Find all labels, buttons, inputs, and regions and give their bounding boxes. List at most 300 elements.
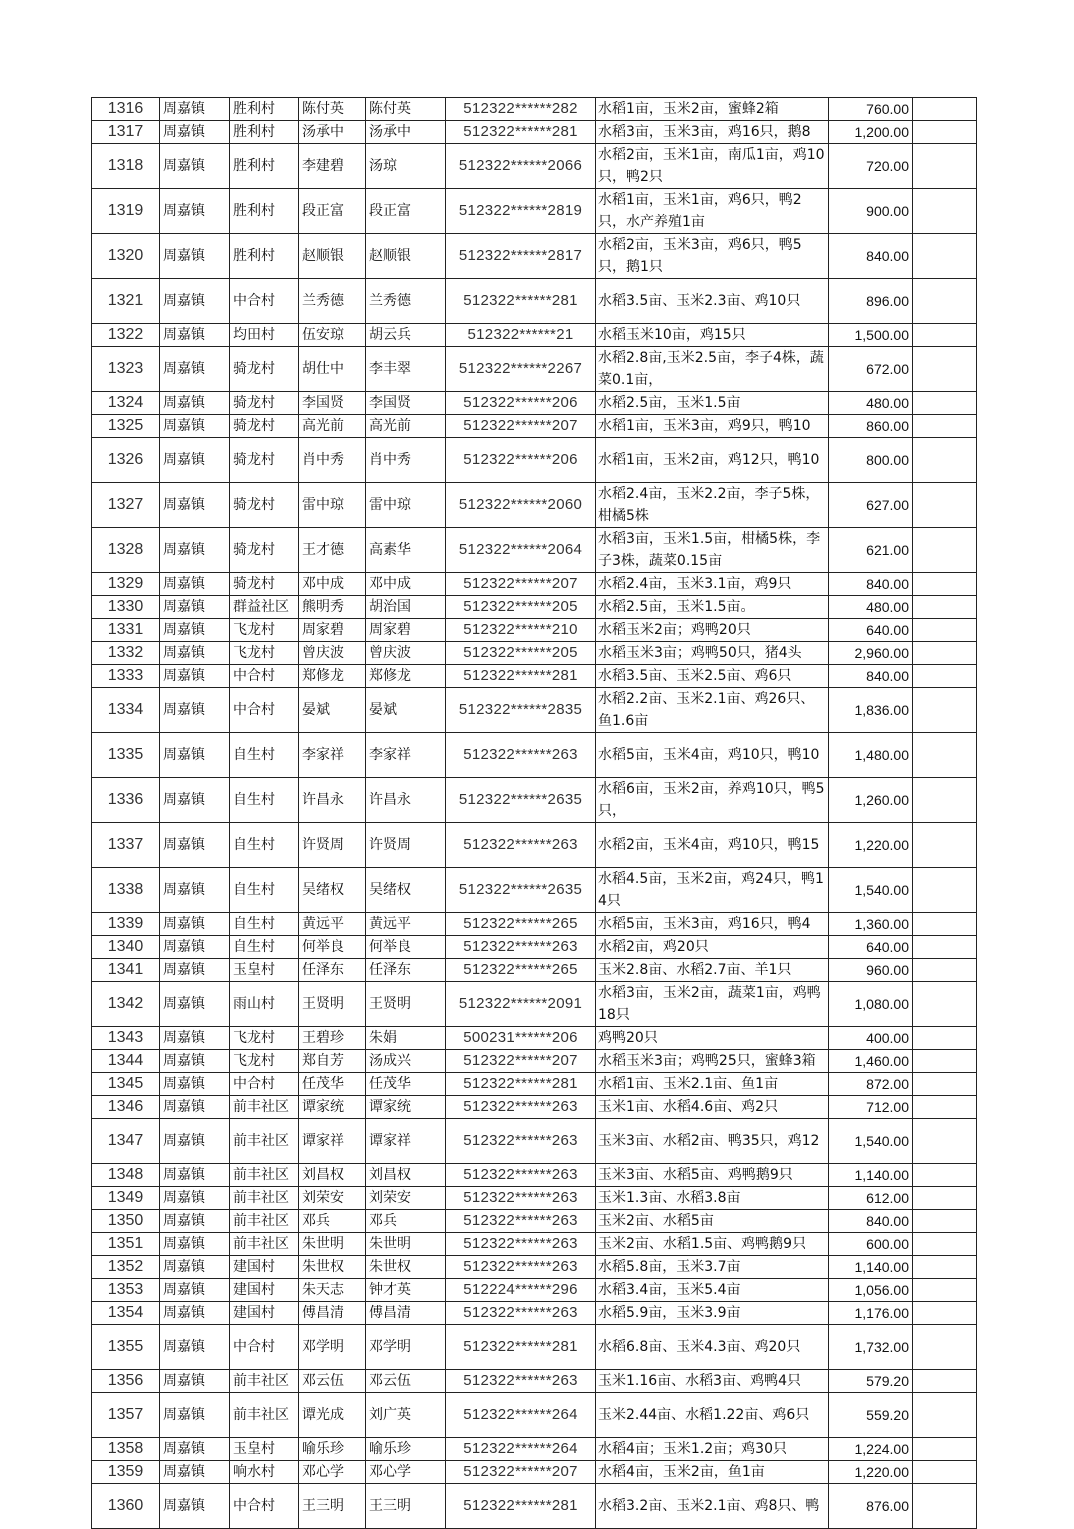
payee-name-cell: 周家碧 bbox=[366, 619, 446, 642]
amount-cell: 672.00 bbox=[829, 347, 913, 392]
id-number-cell: 512322******263 bbox=[446, 1256, 596, 1279]
note-cell bbox=[913, 1050, 977, 1073]
village-cell: 均田村 bbox=[230, 324, 299, 347]
household-name-cell: 刘荣安 bbox=[299, 1187, 366, 1210]
note-cell bbox=[913, 982, 977, 1027]
row-number: 1353 bbox=[92, 1279, 160, 1302]
town-cell: 周嘉镇 bbox=[160, 1210, 230, 1233]
payee-name-cell: 胡治国 bbox=[366, 596, 446, 619]
production-description-cell: 玉米2.44亩、水稻1.22亩、鸡6只 bbox=[596, 1393, 829, 1438]
amount-cell: 896.00 bbox=[829, 279, 913, 324]
amount-cell: 480.00 bbox=[829, 392, 913, 415]
household-name-cell: 朱天志 bbox=[299, 1279, 366, 1302]
production-description-cell: 水稻1亩，玉米3亩，鸡9只，鸭10 bbox=[596, 415, 829, 438]
table-row bbox=[92, 347, 977, 392]
town-cell: 周嘉镇 bbox=[160, 144, 230, 189]
id-number-cell: 512224******296 bbox=[446, 1279, 596, 1302]
production-description-cell: 玉米1.3亩、水稻3.8亩 bbox=[596, 1187, 829, 1210]
table-row bbox=[92, 1073, 977, 1096]
village-cell: 中合村 bbox=[230, 1073, 299, 1096]
amount-cell: 1,224.00 bbox=[829, 1438, 913, 1461]
town-cell: 周嘉镇 bbox=[160, 528, 230, 573]
amount-cell: 840.00 bbox=[829, 1210, 913, 1233]
amount-cell: 640.00 bbox=[829, 619, 913, 642]
household-name-cell: 郑修龙 bbox=[299, 665, 366, 688]
village-cell: 飞龙村 bbox=[230, 1050, 299, 1073]
household-name-cell: 汤承中 bbox=[299, 121, 366, 144]
payee-name-cell: 许昌永 bbox=[366, 778, 446, 823]
town-cell: 周嘉镇 bbox=[160, 778, 230, 823]
village-cell: 飞龙村 bbox=[230, 1027, 299, 1050]
household-name-cell: 伍安琼 bbox=[299, 324, 366, 347]
household-name-cell: 王才德 bbox=[299, 528, 366, 573]
note-cell bbox=[913, 1073, 977, 1096]
household-name-cell: 任泽东 bbox=[299, 959, 366, 982]
village-cell: 建国村 bbox=[230, 1302, 299, 1325]
amount-cell: 1,140.00 bbox=[829, 1256, 913, 1279]
payee-name-cell: 兰秀德 bbox=[366, 279, 446, 324]
row-number: 1329 bbox=[92, 573, 160, 596]
household-name-cell: 邓学明 bbox=[299, 1325, 366, 1370]
amount-cell: 800.00 bbox=[829, 438, 913, 483]
id-number-cell: 512322******263 bbox=[446, 1370, 596, 1393]
table-row bbox=[92, 1164, 977, 1187]
production-description-cell: 玉米1.16亩、水稻3亩、鸡鸭4只 bbox=[596, 1370, 829, 1393]
id-number-cell: 512322******263 bbox=[446, 1164, 596, 1187]
amount-cell: 1,080.00 bbox=[829, 982, 913, 1027]
town-cell: 周嘉镇 bbox=[160, 483, 230, 528]
town-cell: 周嘉镇 bbox=[160, 733, 230, 778]
note-cell bbox=[913, 144, 977, 189]
town-cell: 周嘉镇 bbox=[160, 415, 230, 438]
amount-cell: 1,460.00 bbox=[829, 1050, 913, 1073]
production-description-cell: 水稻6.8亩、玉米4.3亩、鸡20只 bbox=[596, 1325, 829, 1370]
household-name-cell: 许昌永 bbox=[299, 778, 366, 823]
amount-cell: 1,540.00 bbox=[829, 868, 913, 913]
note-cell bbox=[913, 324, 977, 347]
town-cell: 周嘉镇 bbox=[160, 1484, 230, 1529]
production-description-cell: 水稻2.5亩，玉米1.5亩 bbox=[596, 392, 829, 415]
row-number: 1335 bbox=[92, 733, 160, 778]
town-cell: 周嘉镇 bbox=[160, 1302, 230, 1325]
household-name-cell: 李国贤 bbox=[299, 392, 366, 415]
town-cell: 周嘉镇 bbox=[160, 596, 230, 619]
village-cell: 建国村 bbox=[230, 1256, 299, 1279]
row-number: 1360 bbox=[92, 1484, 160, 1529]
household-name-cell: 黄远平 bbox=[299, 913, 366, 936]
production-description-cell: 水稻3.2亩、玉米2.1亩、鸡8只、鸭 bbox=[596, 1484, 829, 1529]
production-description-cell: 水稻2.2亩、玉米2.1亩、鸡26只、鱼1.6亩 bbox=[596, 688, 829, 733]
town-cell: 周嘉镇 bbox=[160, 1187, 230, 1210]
table-row bbox=[92, 144, 977, 189]
payee-name-cell: 陈付英 bbox=[366, 98, 446, 121]
row-number: 1338 bbox=[92, 868, 160, 913]
household-name-cell: 朱世明 bbox=[299, 1233, 366, 1256]
production-description-cell: 水稻玉米10亩，鸡15只 bbox=[596, 324, 829, 347]
note-cell bbox=[913, 1027, 977, 1050]
id-number-cell: 512322******263 bbox=[446, 1096, 596, 1119]
note-cell bbox=[913, 234, 977, 279]
production-description-cell: 水稻2亩，鸡20只 bbox=[596, 936, 829, 959]
note-cell bbox=[913, 189, 977, 234]
payee-name-cell: 高素华 bbox=[366, 528, 446, 573]
household-name-cell: 段正富 bbox=[299, 189, 366, 234]
village-cell: 玉皇村 bbox=[230, 1438, 299, 1461]
village-cell: 前丰社区 bbox=[230, 1370, 299, 1393]
village-cell: 群益社区 bbox=[230, 596, 299, 619]
row-number: 1336 bbox=[92, 778, 160, 823]
row-number: 1342 bbox=[92, 982, 160, 1027]
payee-name-cell: 汤承中 bbox=[366, 121, 446, 144]
village-cell: 前丰社区 bbox=[230, 1210, 299, 1233]
amount-cell: 1,360.00 bbox=[829, 913, 913, 936]
id-number-cell: 512322******265 bbox=[446, 959, 596, 982]
production-description-cell: 水稻4.5亩，玉米2亩，鸡24只，鸭14只 bbox=[596, 868, 829, 913]
town-cell: 周嘉镇 bbox=[160, 1279, 230, 1302]
household-name-cell: 李家祥 bbox=[299, 733, 366, 778]
table-row bbox=[92, 823, 977, 868]
table-row bbox=[92, 573, 977, 596]
amount-cell: 960.00 bbox=[829, 959, 913, 982]
note-cell bbox=[913, 483, 977, 528]
village-cell: 前丰社区 bbox=[230, 1096, 299, 1119]
amount-cell: 840.00 bbox=[829, 665, 913, 688]
row-number: 1334 bbox=[92, 688, 160, 733]
row-number: 1351 bbox=[92, 1233, 160, 1256]
id-number-cell: 512322******281 bbox=[446, 279, 596, 324]
id-number-cell: 512322******21 bbox=[446, 324, 596, 347]
payee-name-cell: 刘昌权 bbox=[366, 1164, 446, 1187]
note-cell bbox=[913, 1393, 977, 1438]
household-name-cell: 熊明秀 bbox=[299, 596, 366, 619]
village-cell: 前丰社区 bbox=[230, 1119, 299, 1164]
village-cell: 骑龙村 bbox=[230, 528, 299, 573]
table-row bbox=[92, 121, 977, 144]
household-name-cell: 刘昌权 bbox=[299, 1164, 366, 1187]
village-cell: 中合村 bbox=[230, 279, 299, 324]
payee-name-cell: 王贤明 bbox=[366, 982, 446, 1027]
table-row bbox=[92, 438, 977, 483]
payee-name-cell: 邓兵 bbox=[366, 1210, 446, 1233]
household-name-cell: 陈付英 bbox=[299, 98, 366, 121]
amount-cell: 1,260.00 bbox=[829, 778, 913, 823]
town-cell: 周嘉镇 bbox=[160, 347, 230, 392]
row-number: 1323 bbox=[92, 347, 160, 392]
table-row bbox=[92, 959, 977, 982]
payee-name-cell: 许贤周 bbox=[366, 823, 446, 868]
id-number-cell: 512322******282 bbox=[446, 98, 596, 121]
household-name-cell: 王三明 bbox=[299, 1484, 366, 1529]
id-number-cell: 512322******281 bbox=[446, 121, 596, 144]
production-description-cell: 水稻4亩；玉米1.2亩；鸡30只 bbox=[596, 1438, 829, 1461]
table-row bbox=[92, 1438, 977, 1461]
table-row bbox=[92, 1393, 977, 1438]
household-name-cell: 邓云伍 bbox=[299, 1370, 366, 1393]
production-description-cell: 水稻1亩，玉米2亩，鸡12只，鸭10 bbox=[596, 438, 829, 483]
town-cell: 周嘉镇 bbox=[160, 913, 230, 936]
amount-cell: 621.00 bbox=[829, 528, 913, 573]
note-cell bbox=[913, 959, 977, 982]
production-description-cell: 水稻2.4亩，玉米2.2亩，李子5株，柑橘5株 bbox=[596, 483, 829, 528]
village-cell: 玉皇村 bbox=[230, 959, 299, 982]
village-cell: 雨山村 bbox=[230, 982, 299, 1027]
note-cell bbox=[913, 1370, 977, 1393]
amount-cell: 1,220.00 bbox=[829, 823, 913, 868]
amount-cell: 900.00 bbox=[829, 189, 913, 234]
production-description-cell: 水稻玉米3亩；鸡鸭25只，蜜蜂3箱 bbox=[596, 1050, 829, 1073]
production-description-cell: 玉米2亩、水稻1.5亩、鸡鸭鹅9只 bbox=[596, 1233, 829, 1256]
payee-name-cell: 喻乐珍 bbox=[366, 1438, 446, 1461]
amount-cell: 1,200.00 bbox=[829, 121, 913, 144]
table-row bbox=[92, 733, 977, 778]
payee-name-cell: 刘荣安 bbox=[366, 1187, 446, 1210]
id-number-cell: 512322******2267 bbox=[446, 347, 596, 392]
note-cell bbox=[913, 1484, 977, 1529]
table-row bbox=[92, 1210, 977, 1233]
payee-name-cell: 肖中秀 bbox=[366, 438, 446, 483]
village-cell: 前丰社区 bbox=[230, 1187, 299, 1210]
row-number: 1354 bbox=[92, 1302, 160, 1325]
production-description-cell: 水稻3亩，玉米2亩，蔬菜1亩，鸡鸭18只 bbox=[596, 982, 829, 1027]
note-cell bbox=[913, 121, 977, 144]
payee-name-cell: 高光前 bbox=[366, 415, 446, 438]
town-cell: 周嘉镇 bbox=[160, 392, 230, 415]
id-number-cell: 512322******2635 bbox=[446, 778, 596, 823]
village-cell: 中合村 bbox=[230, 688, 299, 733]
id-number-cell: 512322******205 bbox=[446, 642, 596, 665]
village-cell: 中合村 bbox=[230, 1325, 299, 1370]
row-number: 1347 bbox=[92, 1119, 160, 1164]
village-cell: 胜利村 bbox=[230, 189, 299, 234]
production-description-cell: 水稻3.4亩，玉米5.4亩 bbox=[596, 1279, 829, 1302]
village-cell: 自生村 bbox=[230, 823, 299, 868]
id-number-cell: 512322******263 bbox=[446, 1302, 596, 1325]
payee-name-cell: 李国贤 bbox=[366, 392, 446, 415]
row-number: 1321 bbox=[92, 279, 160, 324]
row-number: 1331 bbox=[92, 619, 160, 642]
household-name-cell: 何举良 bbox=[299, 936, 366, 959]
note-cell bbox=[913, 438, 977, 483]
payee-name-cell: 邓云伍 bbox=[366, 1370, 446, 1393]
household-name-cell: 周家碧 bbox=[299, 619, 366, 642]
village-cell: 胜利村 bbox=[230, 234, 299, 279]
note-cell bbox=[913, 936, 977, 959]
amount-cell: 600.00 bbox=[829, 1233, 913, 1256]
note-cell bbox=[913, 1302, 977, 1325]
row-number: 1340 bbox=[92, 936, 160, 959]
table-row bbox=[92, 1233, 977, 1256]
village-cell: 飞龙村 bbox=[230, 619, 299, 642]
table-row bbox=[92, 1325, 977, 1370]
amount-cell: 400.00 bbox=[829, 1027, 913, 1050]
row-number: 1344 bbox=[92, 1050, 160, 1073]
production-description-cell: 水稻2.5亩，玉米1.5亩。 bbox=[596, 596, 829, 619]
table-row bbox=[92, 1370, 977, 1393]
note-cell bbox=[913, 778, 977, 823]
amount-cell: 1,732.00 bbox=[829, 1325, 913, 1370]
town-cell: 周嘉镇 bbox=[160, 573, 230, 596]
payee-name-cell: 朱世明 bbox=[366, 1233, 446, 1256]
note-cell bbox=[913, 528, 977, 573]
village-cell: 自生村 bbox=[230, 936, 299, 959]
id-number-cell: 512322******263 bbox=[446, 1119, 596, 1164]
table-row bbox=[92, 279, 977, 324]
id-number-cell: 512322******281 bbox=[446, 1484, 596, 1529]
payee-name-cell: 李家祥 bbox=[366, 733, 446, 778]
table-row bbox=[92, 189, 977, 234]
table-row bbox=[92, 596, 977, 619]
row-number: 1350 bbox=[92, 1210, 160, 1233]
production-description-cell: 玉米2亩、水稻5亩 bbox=[596, 1210, 829, 1233]
row-number: 1333 bbox=[92, 665, 160, 688]
row-number: 1332 bbox=[92, 642, 160, 665]
table-row bbox=[92, 1302, 977, 1325]
table-row bbox=[92, 528, 977, 573]
id-number-cell: 512322******263 bbox=[446, 733, 596, 778]
note-cell bbox=[913, 823, 977, 868]
household-name-cell: 吴绪权 bbox=[299, 868, 366, 913]
production-description-cell: 玉米1亩、水稻4.6亩、鸡2只 bbox=[596, 1096, 829, 1119]
payee-name-cell: 任泽东 bbox=[366, 959, 446, 982]
amount-cell: 559.20 bbox=[829, 1393, 913, 1438]
amount-cell: 872.00 bbox=[829, 1073, 913, 1096]
town-cell: 周嘉镇 bbox=[160, 279, 230, 324]
id-number-cell: 512322******2835 bbox=[446, 688, 596, 733]
id-number-cell: 512322******205 bbox=[446, 596, 596, 619]
table-row bbox=[92, 1027, 977, 1050]
amount-cell: 480.00 bbox=[829, 596, 913, 619]
id-number-cell: 512322******2635 bbox=[446, 868, 596, 913]
row-number: 1356 bbox=[92, 1370, 160, 1393]
production-description-cell: 水稻5亩，玉米3亩，鸡16只，鸭4 bbox=[596, 913, 829, 936]
row-number: 1328 bbox=[92, 528, 160, 573]
amount-cell: 760.00 bbox=[829, 98, 913, 121]
row-number: 1343 bbox=[92, 1027, 160, 1050]
amount-cell: 640.00 bbox=[829, 936, 913, 959]
amount-cell: 627.00 bbox=[829, 483, 913, 528]
table-row bbox=[92, 619, 977, 642]
payee-name-cell: 钟才英 bbox=[366, 1279, 446, 1302]
village-cell: 前丰社区 bbox=[230, 1233, 299, 1256]
production-description-cell: 水稻4亩，玉米2亩，鱼1亩 bbox=[596, 1461, 829, 1484]
table-row bbox=[92, 1461, 977, 1484]
row-number: 1352 bbox=[92, 1256, 160, 1279]
id-number-cell: 512322******281 bbox=[446, 1073, 596, 1096]
production-description-cell: 水稻5.9亩，玉米3.9亩 bbox=[596, 1302, 829, 1325]
household-name-cell: 许贤周 bbox=[299, 823, 366, 868]
production-description-cell: 水稻6亩，玉米2亩，养鸡10只，鸭5只， bbox=[596, 778, 829, 823]
production-description-cell: 鸡鸭20只 bbox=[596, 1027, 829, 1050]
town-cell: 周嘉镇 bbox=[160, 1050, 230, 1073]
id-number-cell: 512322******263 bbox=[446, 936, 596, 959]
note-cell bbox=[913, 392, 977, 415]
row-number: 1326 bbox=[92, 438, 160, 483]
village-cell: 中合村 bbox=[230, 1484, 299, 1529]
production-description-cell: 水稻2.8亩,玉米2.5亩，李子4株，蔬菜0.1亩， bbox=[596, 347, 829, 392]
row-number: 1316 bbox=[92, 98, 160, 121]
note-cell bbox=[913, 98, 977, 121]
table-row bbox=[92, 665, 977, 688]
production-description-cell: 水稻3.5亩、玉米2.3亩、鸡10只 bbox=[596, 279, 829, 324]
production-description-cell: 玉米2.8亩、水稻2.7亩、羊1只 bbox=[596, 959, 829, 982]
town-cell: 周嘉镇 bbox=[160, 688, 230, 733]
table-row bbox=[92, 324, 977, 347]
row-number: 1339 bbox=[92, 913, 160, 936]
village-cell: 建国村 bbox=[230, 1279, 299, 1302]
payee-name-cell: 段正富 bbox=[366, 189, 446, 234]
production-description-cell: 水稻5.8亩，玉米3.7亩 bbox=[596, 1256, 829, 1279]
table-row bbox=[92, 1279, 977, 1302]
row-number: 1355 bbox=[92, 1325, 160, 1370]
note-cell bbox=[913, 1119, 977, 1164]
note-cell bbox=[913, 1233, 977, 1256]
town-cell: 周嘉镇 bbox=[160, 1325, 230, 1370]
household-name-cell: 郑自芳 bbox=[299, 1050, 366, 1073]
note-cell bbox=[913, 1096, 977, 1119]
production-description-cell: 水稻2亩，玉米1亩，南瓜1亩，鸡10只，鸭2只 bbox=[596, 144, 829, 189]
note-cell bbox=[913, 619, 977, 642]
payee-name-cell: 赵顺银 bbox=[366, 234, 446, 279]
id-number-cell: 512322******206 bbox=[446, 392, 596, 415]
id-number-cell: 512322******207 bbox=[446, 1461, 596, 1484]
note-cell bbox=[913, 596, 977, 619]
household-name-cell: 喻乐珍 bbox=[299, 1438, 366, 1461]
table-row bbox=[92, 1119, 977, 1164]
row-number: 1337 bbox=[92, 823, 160, 868]
row-number: 1349 bbox=[92, 1187, 160, 1210]
id-number-cell: 512322******2817 bbox=[446, 234, 596, 279]
row-number: 1325 bbox=[92, 415, 160, 438]
town-cell: 周嘉镇 bbox=[160, 121, 230, 144]
note-cell bbox=[913, 573, 977, 596]
household-name-cell: 谭家统 bbox=[299, 1096, 366, 1119]
id-number-cell: 512322******264 bbox=[446, 1393, 596, 1438]
production-description-cell: 水稻3亩，玉米3亩，鸡16只，鹅8 bbox=[596, 121, 829, 144]
payee-name-cell: 邓心学 bbox=[366, 1461, 446, 1484]
village-cell: 骑龙村 bbox=[230, 415, 299, 438]
amount-cell: 1,056.00 bbox=[829, 1279, 913, 1302]
amount-cell: 2,960.00 bbox=[829, 642, 913, 665]
household-name-cell: 邓中成 bbox=[299, 573, 366, 596]
id-number-cell: 512322******263 bbox=[446, 1187, 596, 1210]
payee-name-cell: 雷中琼 bbox=[366, 483, 446, 528]
note-cell bbox=[913, 1325, 977, 1370]
id-number-cell: 512322******207 bbox=[446, 415, 596, 438]
production-description-cell: 水稻玉米2亩；鸡鸭20只 bbox=[596, 619, 829, 642]
amount-cell: 720.00 bbox=[829, 144, 913, 189]
town-cell: 周嘉镇 bbox=[160, 98, 230, 121]
note-cell bbox=[913, 1461, 977, 1484]
id-number-cell: 512322******2091 bbox=[446, 982, 596, 1027]
row-number: 1317 bbox=[92, 121, 160, 144]
town-cell: 周嘉镇 bbox=[160, 642, 230, 665]
subsidy-table bbox=[91, 97, 977, 1529]
id-number-cell: 500231******206 bbox=[446, 1027, 596, 1050]
id-number-cell: 512322******281 bbox=[446, 1325, 596, 1370]
table-row bbox=[92, 1484, 977, 1529]
row-number: 1359 bbox=[92, 1461, 160, 1484]
row-number: 1358 bbox=[92, 1438, 160, 1461]
id-number-cell: 512322******207 bbox=[446, 1050, 596, 1073]
town-cell: 周嘉镇 bbox=[160, 1027, 230, 1050]
id-number-cell: 512322******263 bbox=[446, 1233, 596, 1256]
amount-cell: 1,500.00 bbox=[829, 324, 913, 347]
household-name-cell: 王碧珍 bbox=[299, 1027, 366, 1050]
town-cell: 周嘉镇 bbox=[160, 1256, 230, 1279]
row-number: 1357 bbox=[92, 1393, 160, 1438]
production-description-cell: 水稻2.4亩，玉米3.1亩，鸡9只 bbox=[596, 573, 829, 596]
town-cell: 周嘉镇 bbox=[160, 823, 230, 868]
